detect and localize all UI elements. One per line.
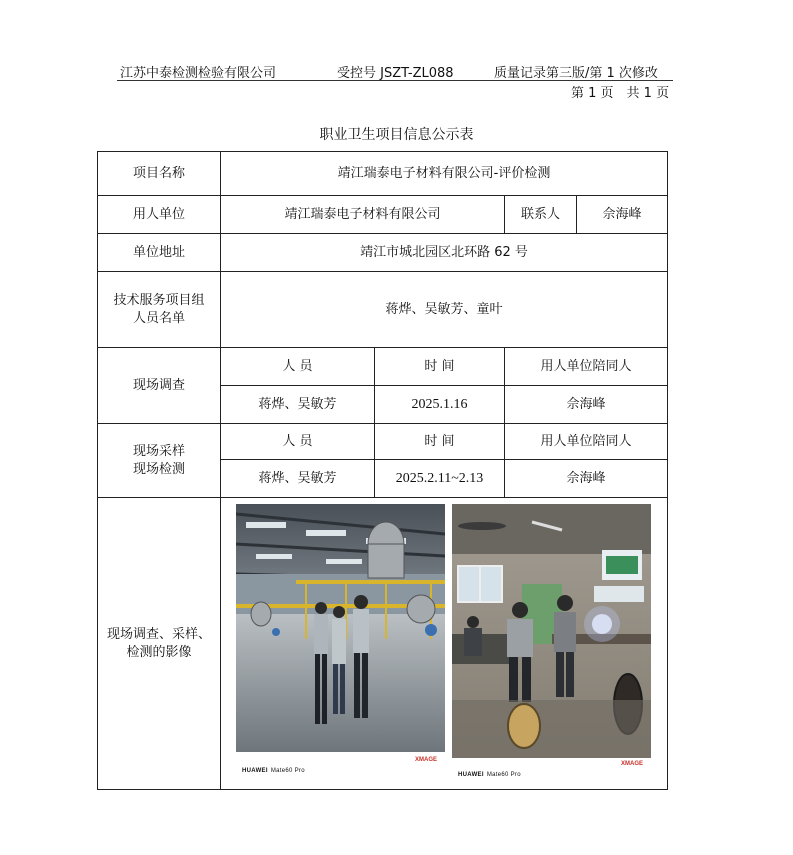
quality-record-version: 质量记录第三版/第 1 次修改 <box>494 66 658 81</box>
table-row <box>98 234 668 272</box>
document-header <box>117 60 673 81</box>
team-members: 蒋烨、吴敏芳、童叶 <box>221 272 668 348</box>
survey-escort: 佘海峰 <box>505 386 668 424</box>
sampling-label-line1: 现场采样 <box>132 443 185 459</box>
address-label: 单位地址 <box>98 234 221 272</box>
site-photo-factory <box>236 504 445 776</box>
images-label-line2: 检测的影像 <box>126 644 192 660</box>
sampling-escort-header: 用人单位陪同人 <box>505 424 668 460</box>
team-label-line1: 技术服务项目组 <box>113 292 205 308</box>
table-row <box>98 152 668 196</box>
control-number: 受控号 JSZT-ZL088 <box>337 66 454 81</box>
survey-personnel-header: 人 员 <box>221 348 375 386</box>
table-row <box>98 196 668 234</box>
survey-label: 现场调查 <box>98 348 221 424</box>
project-name-label: 项目名称 <box>98 152 221 196</box>
sampling-date: 2025.2.11~2.13 <box>375 460 505 498</box>
table-row <box>98 272 668 348</box>
sampling-escort: 佘海峰 <box>505 460 668 498</box>
info-table <box>97 151 668 790</box>
employer-label: 用人单位 <box>98 196 221 234</box>
contact-label: 联系人 <box>505 196 577 234</box>
camera-brand: HUAWEI Mate60 Pro <box>458 772 521 778</box>
xmage-watermark: XMAGE <box>620 761 643 767</box>
sampling-personnel-header: 人 员 <box>221 424 375 460</box>
images-label-line1: 现场调查、采样、 <box>106 626 211 642</box>
survey-time-header: 时 间 <box>375 348 505 386</box>
survey-escort-header: 用人单位陪同人 <box>505 348 668 386</box>
factory-image <box>236 504 445 752</box>
page-title: 职业卫生项目信息公示表 <box>319 127 474 143</box>
site-photo-workshop <box>452 504 651 780</box>
photo-caption <box>236 754 445 776</box>
sampling-time-header: 时 间 <box>375 424 505 460</box>
sampling-label <box>98 424 221 498</box>
company-name: 江苏中泰检测检验有限公司 <box>120 66 277 81</box>
workshop-image <box>452 504 651 758</box>
employer-value: 靖江瑞泰电子材料有限公司 <box>221 196 505 234</box>
project-name-value: 靖江瑞泰电子材料有限公司-评价检测 <box>221 152 668 196</box>
images-label <box>98 498 221 790</box>
table-row <box>98 348 668 386</box>
photo-caption <box>452 758 651 780</box>
contact-value: 佘海峰 <box>577 196 668 234</box>
team-label <box>98 272 221 348</box>
survey-personnel: 蒋烨、吴敏芳 <box>221 386 375 424</box>
address-value: 靖江市城北园区北环路 62 号 <box>221 234 668 272</box>
photos-cell <box>221 498 668 790</box>
team-label-line2: 人员名单 <box>132 310 185 326</box>
xmage-watermark: XMAGE <box>414 757 437 763</box>
table-row <box>98 498 668 790</box>
sampling-label-line2: 现场检测 <box>132 461 185 477</box>
table-row <box>98 424 668 460</box>
page-number: 第 1 页 共 1 页 <box>571 86 670 101</box>
camera-brand: HUAWEI Mate60 Pro <box>242 768 305 774</box>
survey-date: 2025.1.16 <box>375 386 505 424</box>
sampling-personnel: 蒋烨、吴敏芳 <box>221 460 375 498</box>
